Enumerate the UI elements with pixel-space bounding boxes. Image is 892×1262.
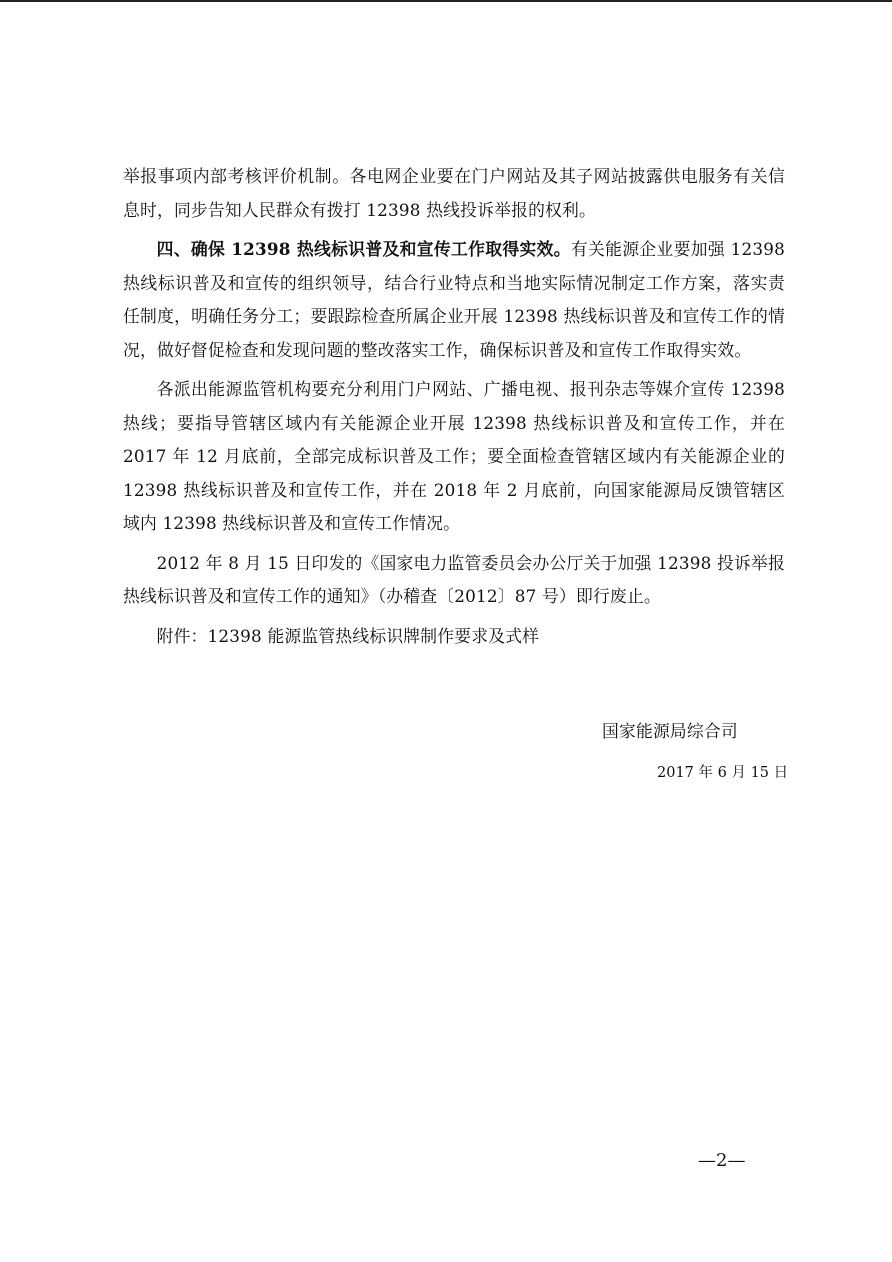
section-4-heading: 四、确保 12398 热线标识普及和宣传工作取得实效。 bbox=[156, 239, 571, 259]
page-number: —2— bbox=[698, 1150, 746, 1171]
paragraph-section-4 bbox=[123, 233, 785, 367]
paragraph-repeal-notice: 2012 年 8 月 15 日印发的《国家电力监管委员会办公厅关于加强 12398 投诉举报热线标识普及和宣传工作的通知》（办稽查〔2012〕87 号）即行废止。 bbox=[123, 552, 785, 606]
attachment-line: 附件：12398 能源监管热线标识牌制作要求及式样 bbox=[156, 625, 540, 646]
paragraph-regulators: 各派出能源监管机构要充分利用门户网站、广播电视、报刊杂志等媒介宣传 12398 热线；要指导管辖区域内有关能源企业开展 12398 热线标识普及和宣传工作，并在 2017 年 12 月底前，全部完成标识普及工作；要全面检查管辖区域内有关能源企业的 12398 热线标识普及和宣传工作，并在 2018 年 2 月底前，向国家能源局反馈管辖区域内 12398 热线标识普及和宣传工作情况。 bbox=[123, 379, 785, 533]
section-4-text: 有关能源企业要加强 12398 热线标识普及和宣传的组织领导，结合行业特点和当地实际情况制定工作方案，落实责任制度，明确任务分工；要跟踪检查所属企业开展 12398 热线标识普及和宣传工作的情况，做好督促检查和发现问题的整改落实工作，确保标识普及和宣传工作取得实效。 bbox=[123, 239, 786, 360]
paragraph-continuation: 举报事项内部考核评价机制。各电网企业要在门户网站及其子网站披露供电服务有关信息时，同步告知人民群众有拨打 12398 热线投诉举报的权利。 bbox=[123, 166, 785, 220]
top-border-line bbox=[0, 0, 892, 2]
signing-authority: 国家能源局综合司 bbox=[602, 721, 738, 741]
signing-date: 2017 年 6 月 15 日 bbox=[657, 765, 789, 781]
document-body bbox=[123, 160, 785, 653]
